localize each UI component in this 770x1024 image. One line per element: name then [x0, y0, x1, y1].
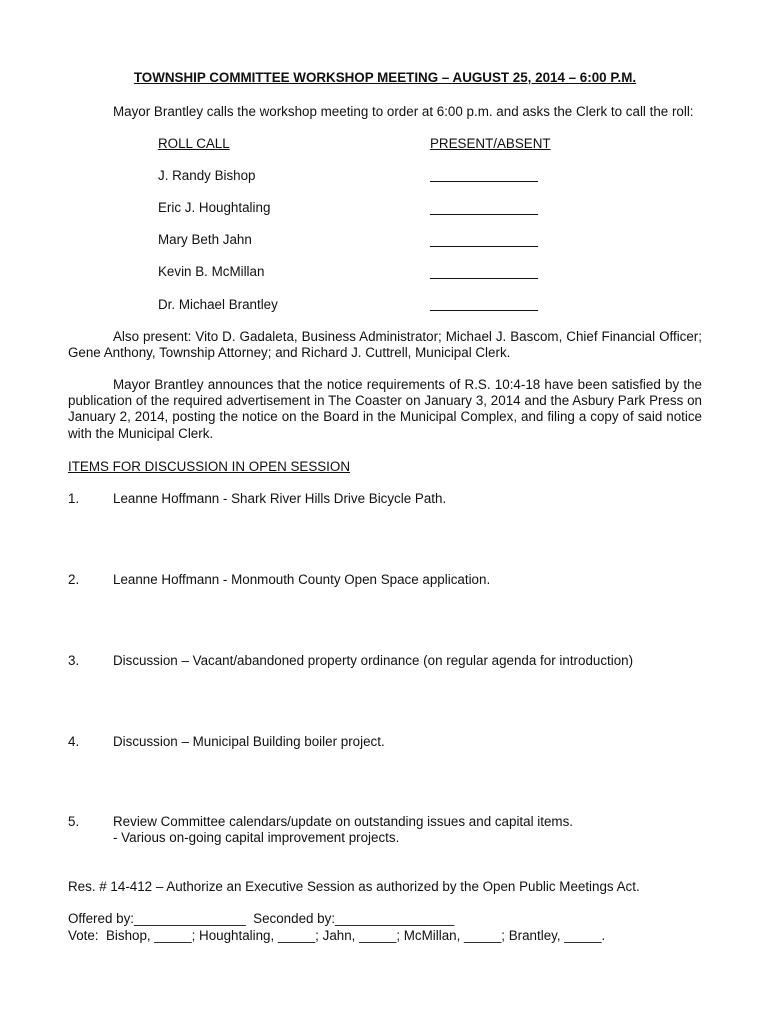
- discussion-item: Discussion – Vacant/abandoned property ordinance (on regular agenda for introduction): [113, 653, 634, 668]
- item-number: 5.: [68, 814, 80, 829]
- attendance-blank: [430, 278, 538, 279]
- discussion-heading: ITEMS FOR DISCUSSION IN OPEN SESSION: [68, 459, 350, 474]
- item-number: 2.: [68, 572, 80, 587]
- item-number: 4.: [68, 734, 80, 749]
- vote-line: Vote: Bishop, _____; Houghtaling, _____; Jahn, _____; McMillan, _____; Brantley, _____.: [68, 928, 606, 943]
- item-number: 1.: [68, 491, 80, 506]
- roll-call-header: ROLL CALL: [158, 136, 230, 151]
- discussion-item: Leanne Hoffmann - Shark River Hills Drive Bicycle Path.: [113, 491, 447, 506]
- roll-call-member: J. Randy Bishop: [158, 168, 256, 183]
- discussion-item: Discussion – Municipal Building boiler project.: [113, 734, 385, 749]
- call-to-order-text: Mayor Brantley calls the workshop meeting to order at 6:00 p.m. and asks the Clerk to call the roll:: [113, 104, 694, 119]
- resolution-text: Res. # 14-412 – Authorize an Executive Session as authorized by the Open Public Meetings Act.: [68, 879, 640, 894]
- page-title: TOWNSHIP COMMITTEE WORKSHOP MEETING – AUGUST 25, 2014 – 6:00 P.M.: [133, 70, 637, 85]
- attendance-blank: [430, 181, 538, 182]
- item-number: 3.: [68, 653, 80, 668]
- notice-paragraph: Mayor Brantley announces that the notice requirements of R.S. 10:4-18 have been satisfied by the publication of the required advertisement in The Coaster on January 3, 2014 and the Asbury Park Press on January 2, 2014, posting the notice on the Board in the Municipal Complex, and filing a copy of said notice with the Municipal Clerk.: [68, 377, 702, 441]
- present-absent-header: PRESENT/ABSENT: [430, 136, 551, 151]
- roll-call-member: Mary Beth Jahn: [158, 232, 252, 247]
- also-present-paragraph: Also present: Vito D. Gadaleta, Business Administrator; Michael J. Bascom, Chief Financial Officer; Gene Anthony, Township Attorney; and Richard J. Cuttrell, Municipal Clerk.: [68, 329, 702, 361]
- discussion-item: Leanne Hoffmann - Monmouth County Open Space application.: [113, 572, 491, 587]
- offered-seconded-line: Offered by:_______________ Seconded by:________________: [68, 911, 455, 926]
- discussion-subitem: - Various on-going capital improvement projects.: [113, 830, 400, 845]
- attendance-blank: [430, 246, 538, 247]
- attendance-blank: [430, 214, 538, 215]
- roll-call-member: Kevin B. McMillan: [158, 264, 265, 279]
- roll-call-member: Dr. Michael Brantley: [158, 297, 278, 312]
- attendance-blank: [430, 310, 538, 311]
- discussion-item: Review Committee calendars/update on outstanding issues and capital items.: [113, 814, 573, 829]
- roll-call-member: Eric J. Houghtaling: [158, 200, 271, 215]
